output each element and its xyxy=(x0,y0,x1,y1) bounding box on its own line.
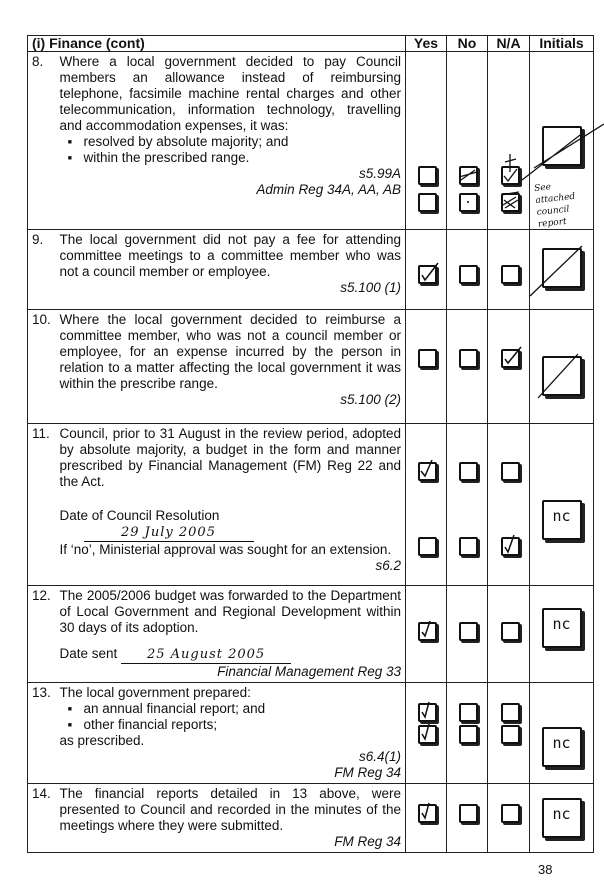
table-row xyxy=(28,683,594,784)
section-title: (i) Finance (cont) xyxy=(28,36,406,52)
yes-column-header: Yes xyxy=(406,36,447,52)
item-number: 8. xyxy=(28,52,58,230)
no-checkbox[interactable] xyxy=(459,703,478,722)
na-checkbox[interactable] xyxy=(501,537,520,556)
list-item: ▪ other financial reports; xyxy=(60,717,402,733)
no-checkbox[interactable] xyxy=(459,725,478,744)
yes-checkbox[interactable] xyxy=(418,349,437,368)
item-number: 9. xyxy=(28,230,58,310)
date-label: Date sent xyxy=(59,646,118,661)
no-checkbox[interactable] xyxy=(459,804,478,823)
item-number: 13. xyxy=(28,683,58,784)
initials-box[interactable] xyxy=(542,798,582,838)
tick-mark xyxy=(420,464,435,479)
no-checkbox[interactable] xyxy=(459,265,478,284)
resolution-date[interactable]: 29 July 2005 xyxy=(84,525,254,542)
item-text: The 2005/2006 budget was forwarded to the Department of Local Government and Regional Development within 30 days of its adoption. Date sent 25 August 2005 Financial Management Reg 33 xyxy=(58,586,406,683)
table-row xyxy=(28,424,594,586)
initials-column-header: Initials xyxy=(530,36,594,52)
yes-checkbox[interactable] xyxy=(418,265,437,284)
item-text: The financial reports detailed in 13 above, were presented to Council and recorded in the minutes of the meetings where they were submitted. FM Reg 34 xyxy=(58,784,406,853)
no-checkbox[interactable] xyxy=(459,537,478,556)
item-text: The local government prepared: ▪ an annual financial report; and ▪ other financial reports; as prescribed. s6.4(1) FM Reg 34 xyxy=(58,683,406,784)
item-number: 10. xyxy=(28,310,58,424)
na-checkbox[interactable] xyxy=(501,703,520,722)
no-checkbox[interactable] xyxy=(459,622,478,641)
na-checkbox[interactable] xyxy=(501,622,520,641)
reference: s5.99A xyxy=(358,166,401,181)
no-checkbox[interactable] xyxy=(459,462,478,481)
na-checkbox[interactable] xyxy=(501,265,520,284)
initials-box[interactable] xyxy=(542,727,582,767)
reference: s6.2 xyxy=(375,558,401,573)
tick-mark xyxy=(420,806,435,821)
reference: s5.100 (1) xyxy=(340,280,401,295)
tick-mark xyxy=(503,539,518,554)
yes-checkbox[interactable] xyxy=(418,703,437,722)
yes-checkbox[interactable] xyxy=(418,462,437,481)
handwritten-note: See attached council report xyxy=(533,182,576,230)
tick-mark xyxy=(420,267,435,282)
initials-text: nc xyxy=(552,734,571,752)
reference: Admin Reg 34A, AA, AB xyxy=(256,182,401,197)
date-label: Date of Council Resolution xyxy=(59,508,220,523)
dot-mark xyxy=(461,195,476,210)
list-item: ▪ resolved by absolute majority; and xyxy=(60,134,402,150)
list-item: ▪ within the prescribed range. xyxy=(60,150,402,166)
reference: FM Reg 34 xyxy=(334,765,401,780)
initials-box[interactable] xyxy=(542,126,582,166)
item-text: The local government did not pay a fee for attending committee meetings to a committee member who was not a council member or employee. s5.100 (1) xyxy=(58,230,406,310)
initials-text: nc xyxy=(552,805,571,823)
initials-text: nc xyxy=(552,507,571,525)
item-number: 14. xyxy=(28,784,58,853)
finance-checklist-table xyxy=(27,35,594,853)
initials-box[interactable] xyxy=(542,500,582,540)
tick-mark xyxy=(420,705,435,720)
initials-box[interactable] xyxy=(542,356,582,396)
table-row xyxy=(28,310,594,424)
na-checkbox[interactable] xyxy=(501,193,520,212)
strike-mark xyxy=(544,128,580,164)
tick-mark xyxy=(420,727,435,742)
initials-box[interactable] xyxy=(542,608,582,648)
table-header-row xyxy=(28,36,594,52)
item-number: 12. xyxy=(28,586,58,683)
scribble-mark xyxy=(503,195,518,210)
na-checkbox[interactable] xyxy=(501,725,520,744)
no-checkbox[interactable] xyxy=(459,193,478,212)
sent-date[interactable]: 25 August 2005 xyxy=(121,647,291,664)
reference: Financial Management Reg 33 xyxy=(217,664,401,679)
reference: s5.100 (2) xyxy=(340,392,401,407)
page-number: 38 xyxy=(538,862,553,877)
initials-box[interactable] xyxy=(542,248,582,288)
reference: FM Reg 34 xyxy=(334,834,401,849)
scribble-mark xyxy=(461,168,476,183)
item-extra-text: If ‘no’, Ministerial approval was sought for an extension. xyxy=(59,542,392,557)
yes-checkbox[interactable] xyxy=(418,804,437,823)
item-number: 11. xyxy=(28,424,58,586)
na-checkbox[interactable] xyxy=(501,166,520,185)
list-item: ▪ an annual financial report; and xyxy=(60,701,402,717)
item-text: Where the local government decided to reimburse a committee member, who was not a council member or employee, for an expense incurred by the person in relation to a matter affecting the local government it was within the prescribe range. s5.100 (2) xyxy=(58,310,406,424)
strike-mark xyxy=(544,250,580,286)
item-text: Where a local government decided to pay Council members an allowance instead of reimbursing telephone, facsimile machine rental charges and other telecommunication, information technology, travelling and accommodation expenses, it was: ▪ resolved by absolute majority; and ▪ within the prescribed range. s5.99A Admin Reg 34A, AA, AB xyxy=(58,52,406,230)
na-column-header: N/A xyxy=(488,36,530,52)
tick-mark xyxy=(420,624,435,639)
no-checkbox[interactable] xyxy=(459,166,478,185)
table-row xyxy=(28,784,594,853)
item-text: Council, prior to 31 August in the review period, adopted by absolute majority, a budget in the form and manner prescribed by Financial Management (FM) Reg 22 and the Act. Date of Council Resolution 29 July 2005 If ‘no’, Ministerial approval was sought for an extension. s6.2 xyxy=(58,424,406,586)
reference: s6.4(1) xyxy=(358,749,401,764)
tick-mark xyxy=(503,168,518,183)
yes-checkbox[interactable] xyxy=(418,537,437,556)
na-checkbox[interactable] xyxy=(501,804,520,823)
yes-checkbox[interactable] xyxy=(418,622,437,641)
item-after-text: as prescribed. xyxy=(59,733,145,748)
no-column-header: No xyxy=(447,36,488,52)
table-row xyxy=(28,230,594,310)
table-row xyxy=(28,586,594,683)
initials-text: nc xyxy=(552,615,571,633)
yes-checkbox[interactable] xyxy=(418,193,437,212)
no-checkbox[interactable] xyxy=(459,349,478,368)
na-checkbox[interactable] xyxy=(501,349,520,368)
tick-mark xyxy=(503,351,518,366)
yes-checkbox[interactable] xyxy=(418,166,437,185)
table-row xyxy=(28,52,594,230)
strike-mark xyxy=(544,358,580,394)
yes-checkbox[interactable] xyxy=(418,725,437,744)
na-checkbox[interactable] xyxy=(501,462,520,481)
